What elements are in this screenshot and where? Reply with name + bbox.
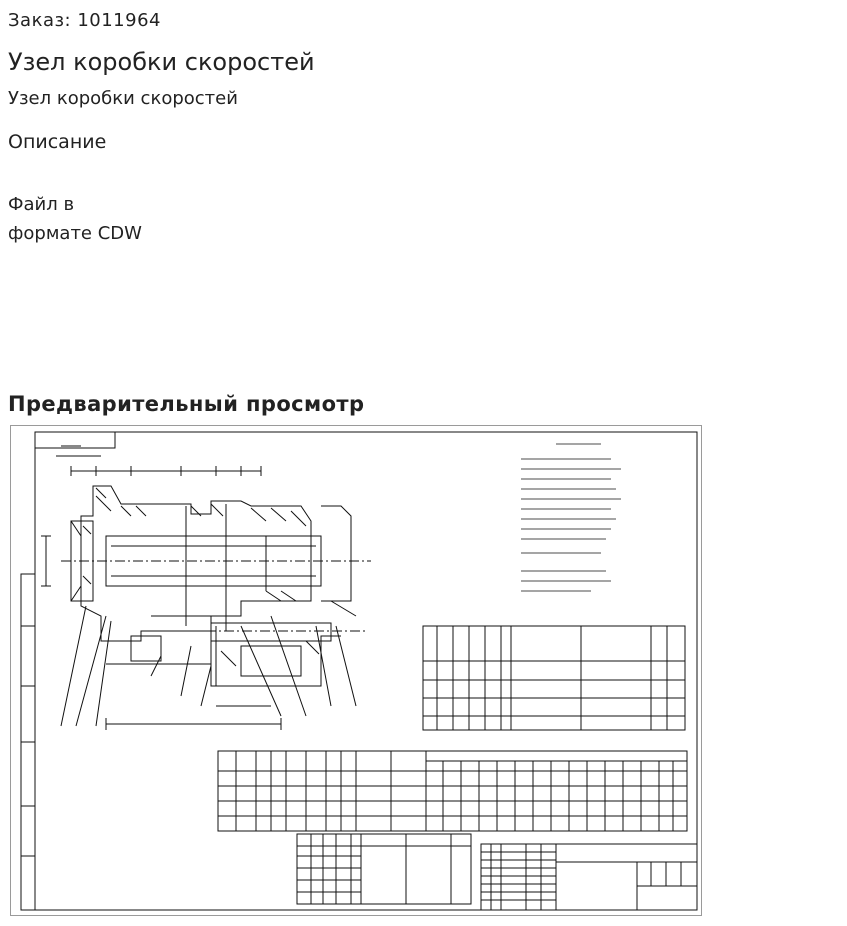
file-format-line-1: Файл в	[8, 194, 75, 215]
preview-heading: Предварительный просмотр	[8, 392, 365, 416]
file-format-line-2: формате CDW	[8, 223, 142, 244]
engineering-drawing-thumbnail	[11, 426, 701, 915]
product-title: Узел коробки скоростей	[8, 48, 315, 76]
description-heading: Описание	[8, 131, 107, 153]
order-number: Заказ: 1011964	[8, 10, 161, 31]
preview-image[interactable]	[10, 425, 702, 916]
product-subtitle: Узел коробки скоростей	[8, 88, 238, 109]
